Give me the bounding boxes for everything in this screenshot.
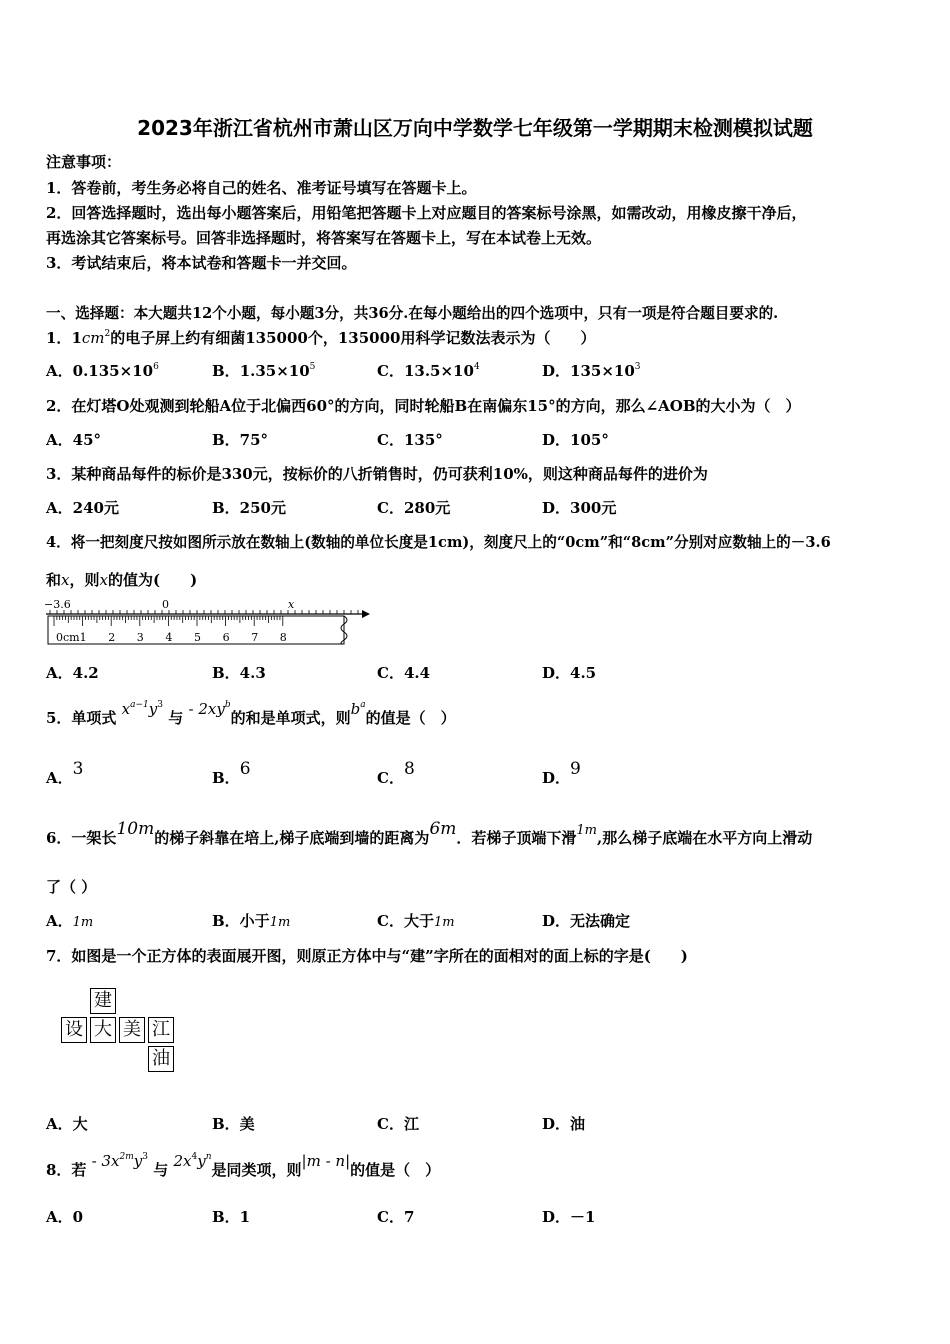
question-6-line2: 了（ ） — [46, 878, 97, 896]
q7-option-b[interactable]: B．美 — [212, 1115, 255, 1133]
q1-option-c[interactable]: C．$13.5\times 10^4$ — [377, 362, 480, 380]
q6-option-d[interactable]: D．无法确定 — [542, 912, 631, 930]
q1-unit: cm — [81, 329, 105, 347]
cube-face-jian: 建 — [90, 988, 116, 1014]
ruler-label: 0cm — [56, 631, 80, 644]
q8-option-d[interactable]: D．－1 — [542, 1208, 596, 1226]
axis-arrow-icon — [362, 610, 370, 618]
q4-option-d[interactable]: D．4.5 — [542, 664, 597, 682]
q5-option-b[interactable]: B．6 — [212, 759, 251, 787]
axis-label-zero: 0 — [162, 598, 169, 611]
q3-option-c[interactable]: C．280元 — [377, 499, 451, 517]
notice-item: 再选涂其它答案标号。回答非选择题时，将答案写在答题卡上，写在本试卷上无效。 — [46, 229, 602, 247]
cube-face-jiang: 江 — [148, 1017, 174, 1043]
q5-option-d[interactable]: D．9 — [542, 759, 581, 787]
ruler-number-line-figure — [44, 596, 374, 652]
ruler-label: 8 — [279, 631, 287, 644]
ruler-label: 4 — [165, 631, 173, 644]
cube-face-you: 油 — [148, 1046, 174, 1072]
q6-option-a[interactable]: A．1m — [46, 912, 94, 930]
q6-option-b[interactable]: B．小于1m — [212, 912, 291, 930]
ruler-label: 5 — [194, 631, 201, 644]
ruler-label: 6 — [222, 631, 230, 644]
question-6: 6．一架长10m的梯子斜靠在培上,梯子底端到墙的距离为6m．若梯子顶端下滑1m,那么梯子底端在水平方向上滑动 — [46, 819, 813, 847]
q2-option-c[interactable]: C．135° — [377, 431, 443, 449]
q1-option-b[interactable]: B．$1.35\times 10^5$ — [212, 362, 316, 380]
q6-option-c[interactable]: C．大于1m — [377, 912, 455, 930]
axis-label-neg: −3.6 — [44, 598, 71, 611]
ruler-label: 2 — [108, 631, 116, 644]
q7-option-d[interactable]: D．油 — [542, 1115, 586, 1133]
q4-option-b[interactable]: B．4.3 — [212, 664, 266, 682]
q1-unit-exp: 2 — [104, 329, 111, 339]
q3-option-d[interactable]: D．300元 — [542, 499, 617, 517]
q2-option-a[interactable]: A．45° — [46, 431, 102, 449]
q5-option-c[interactable]: C．8 — [377, 759, 415, 787]
q2-option-b[interactable]: B．75° — [212, 431, 269, 449]
q4-option-c[interactable]: C．4.4 — [377, 664, 431, 682]
q8-option-c[interactable]: C．7 — [377, 1208, 415, 1226]
notice-item: 1．答卷前，考生务必将自己的姓名、准考证号填写在答题卡上。 — [46, 179, 477, 197]
ruler-label: 3 — [136, 631, 144, 644]
q8-option-b[interactable]: B．1 — [212, 1208, 251, 1226]
cube-face-she: 设 — [61, 1017, 87, 1043]
question-4-line2: 和x，则x的值为( ) — [46, 571, 198, 589]
q1-text: 的电子屏上约有细菌135000个，135000用科学记数法表示为（ ） — [110, 329, 596, 347]
cube-face-da: 大 — [90, 1017, 116, 1043]
q1-option-d[interactable]: D．$135\times 10^3$ — [542, 362, 641, 380]
page-title: 2023年浙江省杭州市萧山区万向中学数学七年级第一学期期末检测模拟试题 — [137, 116, 813, 140]
question-5: 5．单项式 $x^{a-1}y^3$ 与 - $2xy^b$的和是单项式，则$b^a$的值是（ ） — [46, 700, 456, 727]
q8-option-a[interactable]: A．0 — [46, 1208, 84, 1226]
q7-option-a[interactable]: A．大 — [46, 1115, 88, 1133]
q2-option-d[interactable]: D．105° — [542, 431, 609, 449]
notice-heading: 注意事项： — [46, 153, 122, 171]
q1-option-a[interactable]: A．$0.135\times 10^6$ — [46, 362, 159, 380]
question-1 — [46, 328, 595, 348]
question-8: 8．若 - $3x^{2m}y^3$ 与 $2x^4y^n$是同类项，则|m - n|的值是（ ） — [46, 1152, 441, 1179]
question-7: 7．如图是一个正方体的表面展开图，则原正方体中与“建”字所在的面相对的面上标的字是( ) — [46, 947, 688, 965]
q4-option-a[interactable]: A．4.2 — [46, 664, 99, 682]
notice-item: 3．考试结束后，将本试卷和答题卡一并交回。 — [46, 254, 357, 272]
ruler-label: 7 — [251, 631, 259, 644]
q5-option-a[interactable]: A．3 — [46, 759, 84, 787]
q1-num: 1． — [46, 329, 72, 347]
notice-item: 2．回答选择题时，选出每小题答案后，用铅笔把答题卡上对应题目的答案标号涂黑，如需改动，用橡皮擦干净后， — [46, 204, 807, 222]
ruler-ticks — [54, 616, 283, 626]
q7-option-c[interactable]: C．江 — [377, 1115, 419, 1133]
q3-option-b[interactable]: B．250元 — [212, 499, 286, 517]
question-4-line1: 4．将一把刻度尺按如图所示放在数轴上(数轴的单位长度是1cm)，刻度尺上的“0cm”和“8cm”分别对应数轴上的－3.6 — [46, 534, 831, 551]
q1-pre: 1 — [71, 329, 82, 347]
q3-option-a[interactable]: A．240元 — [46, 499, 119, 517]
cube-face-mei: 美 — [119, 1017, 145, 1043]
question-3: 3．某种商品每件的标价是330元，按标价的八折销售时，仍可获利10%，则这种商品每件的进价为 — [46, 465, 708, 483]
section-heading: 一、选择题：本大题共12个小题，每小题3分，共36分.在每小题给出的四个选项中，只有一项是符合题目要求的. — [46, 305, 779, 322]
axis-label-x: x — [288, 598, 295, 611]
ruler-label: 1 — [79, 631, 87, 644]
question-2: 2．在灯塔O处观测到轮船A位于北偏西60°的方向，同时轮船B在南偏东15°的方向，那么∠AOB的大小为（ ） — [46, 397, 801, 415]
